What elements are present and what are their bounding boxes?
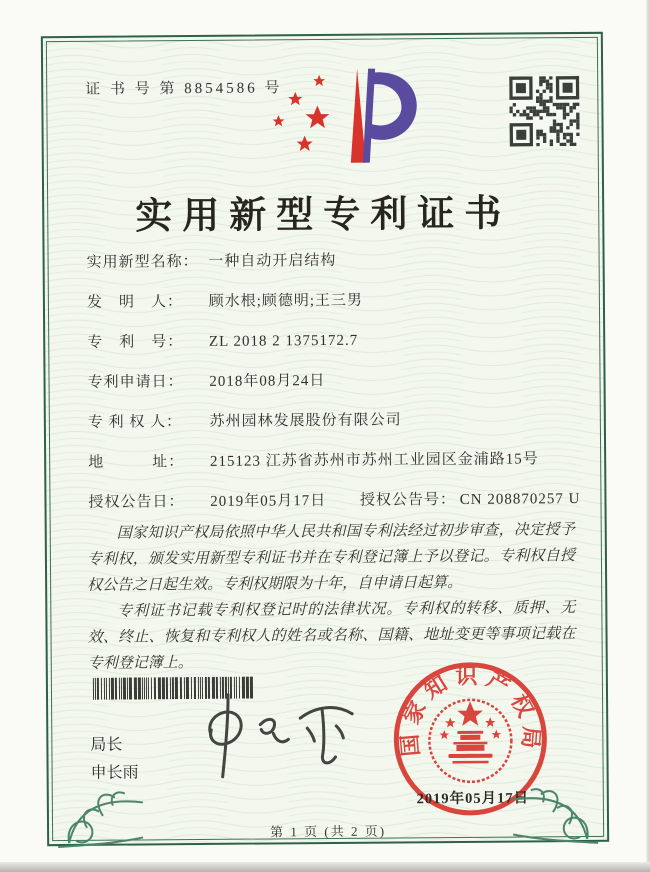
- page-number: 第 1 页 (共 2 页): [270, 823, 387, 840]
- director-title: 局长: [90, 736, 123, 754]
- legal-paragraph-1: 国家知识产权局依照中华人民共和国专利法经过初步审查，决定授予专利权，颁发实用新型专利证书并在专利登记簿上予以登记。专利权自授权公告之日起生效。专利权期限为十年，自申请日起算。: [86, 522, 575, 594]
- certificate-title: 实用新型专利证书: [135, 193, 512, 238]
- director-signature: [194, 688, 370, 789]
- corner-flourish-icon: [508, 744, 613, 849]
- field-filing-date: [87, 371, 577, 391]
- scan-shadow-bottom: [0, 862, 650, 872]
- field-value: 215123 江苏省苏州市苏州工业园区金浦路15号: [209, 451, 539, 470]
- seal-text: 国家知识产权局: [396, 663, 545, 758]
- seal-date: 2019年05月17日: [416, 790, 530, 808]
- certificate-page: [41, 32, 609, 846]
- field-address: [88, 451, 578, 471]
- field-label: 专 利 号：: [87, 334, 184, 351]
- field-label: 专 利 权 人：: [87, 414, 183, 431]
- field-label: 授权公告日：: [88, 494, 185, 511]
- field-value: 苏州园林发展股份有限公司: [209, 412, 402, 430]
- field-value: ZL 2018 2 1375172.7: [208, 332, 359, 350]
- grant-number-label: 授权公告号：: [359, 491, 457, 509]
- field-name: [87, 251, 577, 271]
- field-value: 2018年08月24日: [209, 372, 326, 390]
- national-emblem-icon: [429, 700, 512, 783]
- field-inventors: [87, 291, 577, 311]
- field-value: 2019年05月17日: [210, 492, 327, 510]
- field-patent-number: [87, 331, 577, 351]
- scan-shadow-right: [646, 0, 650, 872]
- cnipa-logo-icon: [265, 65, 424, 170]
- field-grant-date-and-number: [88, 490, 581, 511]
- field-label: 专利申请日：: [87, 374, 184, 391]
- director-name: 申长雨: [90, 764, 139, 782]
- field-label: 实用新型名称：: [86, 253, 199, 271]
- legal-paragraph-2: 专利证书记载专利权登记时的法律状况。专利权的转移、质押、无效、终止、恢复和专利权人的姓名或名称、国籍、地址变更等事项记载在专利登记簿上。: [87, 600, 576, 672]
- field-patentee: [88, 411, 578, 431]
- grant-number-value: CN 208870257 U: [459, 490, 581, 508]
- field-label: 发 明 人：: [86, 294, 183, 311]
- field-label: 地 址：: [88, 454, 185, 471]
- certificate-number: 证 书 号 第 8854586 号: [85, 80, 283, 98]
- field-value: 顾水根;顾德明;王三男: [208, 292, 364, 310]
- field-value: 一种自动开启结构: [208, 252, 337, 270]
- qr-code: [509, 76, 580, 147]
- field-list: [87, 251, 579, 535]
- corner-flourish-icon: [42, 747, 147, 852]
